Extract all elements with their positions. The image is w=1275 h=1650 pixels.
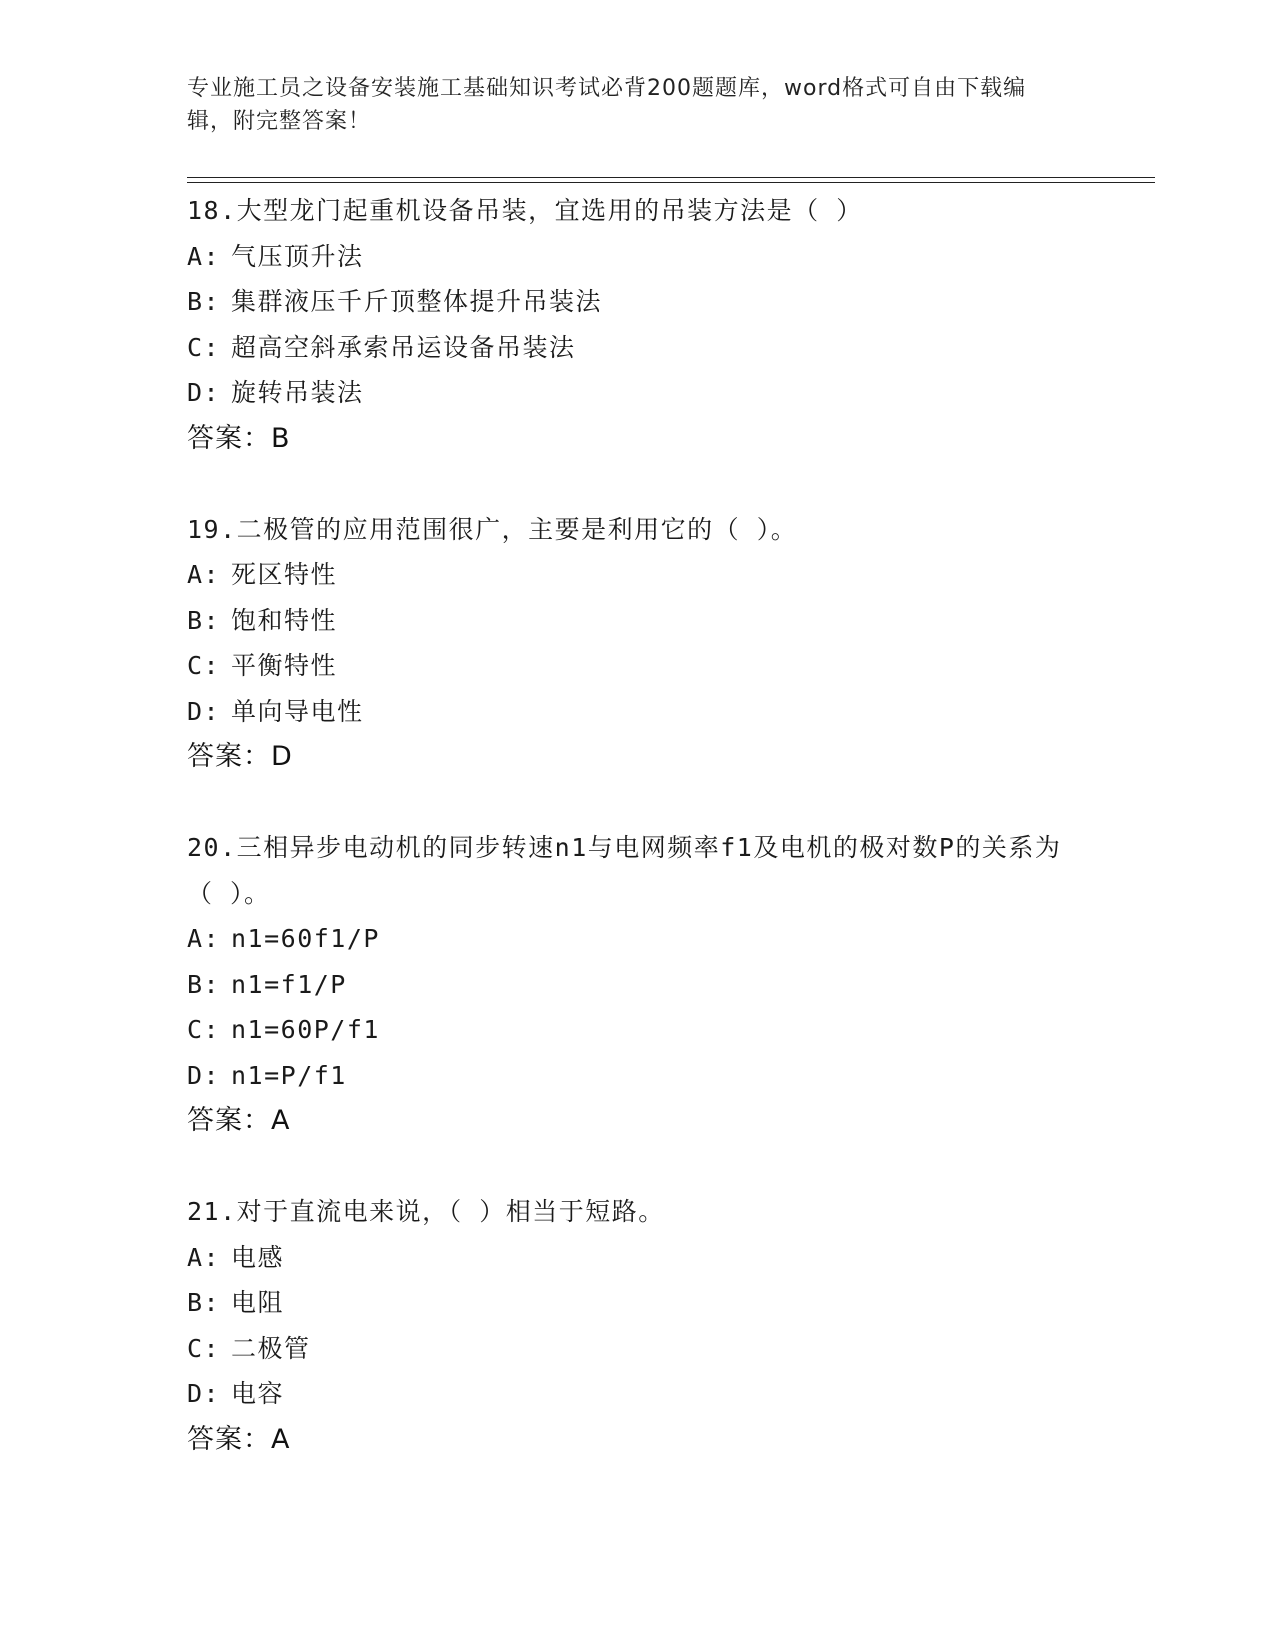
question-stem: 19.二极管的应用范围很广，主要是利用它的（ ）。 [187, 514, 798, 544]
option-letter: A: [187, 241, 221, 271]
option-b [187, 279, 1147, 325]
option-a [187, 552, 1147, 598]
option-text: 电阻 [231, 1288, 285, 1317]
option-c [187, 643, 1147, 689]
option-c [187, 1007, 1147, 1053]
option-letter: B: [187, 287, 221, 316]
option-d [187, 689, 1147, 735]
question-list [187, 188, 1147, 1508]
option-letter: D: [187, 378, 221, 407]
option-text: n1=60f1/P [231, 924, 380, 953]
option-text: 平衡特性 [231, 651, 338, 680]
option-letter: D: [187, 1379, 221, 1408]
question-21 [187, 1189, 1147, 1462]
option-letter: D: [187, 696, 221, 726]
option-text: 电容 [231, 1379, 285, 1408]
option-a [187, 1235, 1147, 1281]
option-letter: B: [187, 969, 221, 999]
option-b [187, 962, 1147, 1008]
header-divider-top [187, 177, 1155, 178]
option-letter: A: [187, 560, 221, 589]
option-d [187, 370, 1147, 416]
option-letter: A: [187, 924, 221, 953]
option-text: 单向导电性 [231, 696, 364, 726]
answer-label: 答案：A [187, 1105, 291, 1136]
answer-label: 答案：A [187, 1423, 291, 1455]
question-19 [187, 507, 1147, 780]
answer-label: 答案：D [187, 741, 293, 772]
option-text: n1=f1/P [231, 969, 347, 999]
option-text: 气压顶升法 [231, 241, 364, 271]
option-text: 饱和特性 [231, 605, 338, 635]
option-letter: C: [187, 332, 221, 362]
option-text: n1=P/f1 [231, 1060, 347, 1090]
option-b [187, 598, 1147, 644]
option-letter: B: [187, 605, 221, 635]
header-divider-bottom [187, 182, 1155, 183]
option-a [187, 916, 1147, 962]
option-c [187, 1326, 1147, 1372]
option-d [187, 1371, 1147, 1417]
option-letter: C: [187, 1333, 221, 1363]
question-stem: 21.对于直流电来说，（ ）相当于短路。 [187, 1197, 665, 1226]
option-d [187, 1053, 1147, 1099]
answer-label: 答案：B [187, 422, 291, 454]
question-stem: 18.大型龙门起重机设备吊装，宜选用的吊装方法是（ ） [187, 196, 863, 225]
option-text: 集群液压千斤顶整体提升吊装法 [231, 287, 603, 316]
option-letter: C: [187, 651, 221, 680]
option-text: 死区特性 [231, 560, 338, 589]
option-letter: D: [187, 1060, 221, 1090]
option-c [187, 325, 1147, 371]
document-header: 专业施工员之设备安装施工基础知识考试必背200题题库，word格式可自由下载编辑，附完整答案！ [187, 76, 1027, 134]
option-text: 电感 [231, 1242, 285, 1272]
option-b [187, 1280, 1147, 1326]
option-text: 二极管 [231, 1333, 311, 1363]
option-a [187, 234, 1147, 280]
question-stem: 20.三相异步电动机的同步转速n1与电网频率f1及电机的极对数P的关系为（ ）。 [187, 833, 1062, 908]
question-18 [187, 188, 1147, 461]
option-letter: B: [187, 1288, 221, 1317]
option-letter: A: [187, 1242, 221, 1272]
option-text: 旋转吊装法 [231, 378, 364, 407]
option-text: 超高空斜承索吊运设备吊装法 [231, 332, 576, 362]
question-20 [187, 825, 1147, 1143]
option-letter: C: [187, 1015, 221, 1044]
option-text: n1=60P/f1 [231, 1015, 380, 1044]
